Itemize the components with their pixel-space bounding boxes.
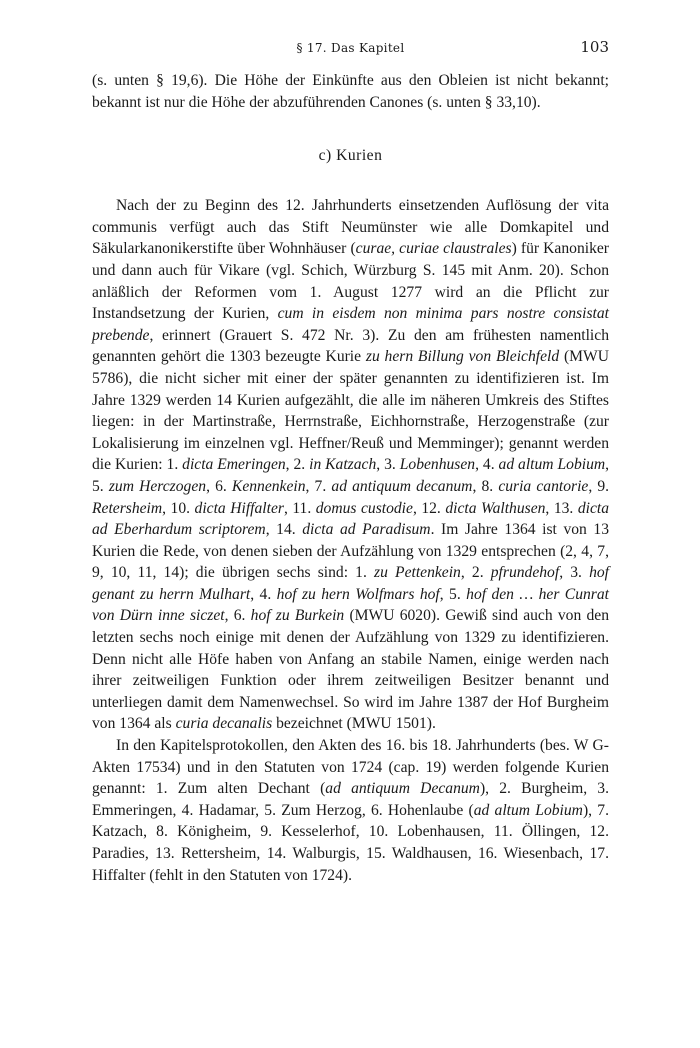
text-run: , 4. bbox=[475, 456, 499, 474]
text-run: bezeichnet (MWU 1501). bbox=[272, 715, 436, 733]
text-run: , 14. bbox=[265, 521, 303, 539]
latin-term: ad altum Lobium bbox=[473, 801, 583, 819]
latin-term: ad altum Lobium bbox=[498, 456, 606, 474]
text-run: , 6. bbox=[224, 607, 251, 625]
latin-term: dicta Hiffalter bbox=[194, 499, 284, 517]
running-title: § 17. Das Kapitel bbox=[296, 41, 405, 55]
text-run: , 11. bbox=[283, 499, 316, 517]
latin-term: cum in eisdem non minima pars nostre consistat prebende bbox=[92, 305, 609, 344]
latin-term: curia decanalis bbox=[175, 715, 273, 733]
text-run: , 2. bbox=[460, 564, 491, 582]
latin-term: hof zu Burkein bbox=[250, 607, 345, 625]
text-run: , 3. bbox=[559, 564, 590, 582]
latin-term: hof zu hern Wolfmars hof bbox=[276, 585, 440, 603]
running-header bbox=[92, 38, 609, 60]
latin-term: ad antiquum Decanum bbox=[325, 780, 480, 798]
latin-term: hof den … her Cunrat von Dürn inne siczet bbox=[92, 585, 609, 625]
latin-term: zu Pettenkein bbox=[374, 564, 461, 582]
text-run: , 12. bbox=[412, 499, 446, 517]
text-run: , 5. bbox=[92, 456, 610, 495]
paragraph-last bbox=[92, 735, 609, 886]
text-run: (MWU 5786), die nicht sicher mit einer der später genannten zu identifizieren ist. Im Jahre 1329 werden 14 Kurien aufgezählt, die alle im näheren Umkreis des Stiftes liegen: in der Martinstraße, Herrnstraße, Eichhornstraße, Herzogenstraße (zur Lokalisierung im einzelnen vgl. Heffner/Reuß und Memminger); genannt werden die Kurien: 1. bbox=[92, 348, 610, 474]
text-run: , 5. bbox=[439, 585, 467, 603]
text-run: , 7. bbox=[305, 477, 332, 495]
section-heading: c) Kurien bbox=[318, 147, 383, 165]
latin-term: dicta Walthusen bbox=[445, 499, 546, 517]
latin-term: Kennenkein bbox=[231, 477, 306, 495]
paragraph-intro: (s. unten § 19,6). Die Höhe der Einkünfte aus den Obleien ist nicht bekannt; bekannt ist nur die Höhe der abzuführenden Canones (s. unten § 33,10). bbox=[92, 72, 609, 111]
latin-term: ad antiquum decanum bbox=[331, 477, 473, 495]
text-run: , 6. bbox=[206, 477, 232, 495]
latin-term: dicta Emeringen bbox=[182, 456, 286, 474]
text-run: , 9. bbox=[588, 477, 610, 495]
text-run: , 3. bbox=[376, 456, 400, 474]
latin-term: domus custodie bbox=[315, 499, 413, 517]
text-run: (MWU 6020). Gewiß sind auch von den letzten sechs noch einige mit denen der Aufzählung von 1329 zu identifizieren. Denn nicht alle Höfe haben von Anfang an stabile Namen, einige werden nach ihrer zeitweiligen Funktion oder ihrem zeitweiligen Besitzer benannt und unterliegen damit dem Namenwechsel. So wird im Jahre 1387 der Hof Burgheim von 1364 als bbox=[92, 607, 609, 733]
latin-term: zum Herczogen bbox=[108, 477, 207, 495]
text-run: , 8. bbox=[472, 477, 499, 495]
text-run: Nach der zu Beginn des 12. Jahrhunderts einsetzenden Auflösung der vita communis verfügt auch das Stift Neumünster wie alle Domkapitel und Säkularkanonikerstifte über Wohnhäuser ( bbox=[92, 197, 609, 258]
latin-term: Retersheim bbox=[92, 499, 163, 517]
latin-term: in Katzach bbox=[309, 456, 377, 474]
latin-term: curia cantorie bbox=[498, 477, 589, 495]
page-number: 103 bbox=[580, 38, 609, 56]
text-run: , 2. bbox=[285, 456, 310, 474]
latin-term: dicta ad Paradisum bbox=[302, 521, 431, 539]
text-run: ) für Kanoniker und dann auch für Vikare (vgl. Schich, Würzburg S. 145 mit Anm. 20). Schon anläßlich der Reformen vom 1. August 1277 wird an die Pflicht zur Instandsetzung der Kurien, bbox=[92, 240, 609, 323]
latin-term: zu hern Billung von Bleichfeld bbox=[365, 348, 560, 366]
latin-term: curae, curiae claustrales bbox=[355, 240, 512, 258]
latin-term: pfrundehof bbox=[490, 564, 560, 582]
text-run: ), 7. Katzach, 8. Königheim, 9. Kesselerhof, 10. Lobenhausen, 11. Öllingen, 12. Paradies, 13. Rettersheim, 14. Walburgis, 15. Waldhausen, 16. Wiesenbach, 17. Hiffalter (fehlt in den Statuten von 1724). bbox=[92, 801, 609, 884]
text-run: , 4. bbox=[250, 585, 277, 603]
text-run: , 10. bbox=[162, 499, 195, 517]
text-run: , erinnert (Grauert S. 472 Nr. 3). Zu den am frühesten namentlich genannten gehört die 1303 bezeugte Kurie bbox=[92, 326, 609, 366]
latin-term: hof genant zu herrn Mulhart bbox=[92, 564, 610, 603]
book-page bbox=[92, 38, 609, 886]
latin-term: dicta ad Eberhardum scriptorem bbox=[92, 499, 609, 539]
text-run: . Im Jahre 1364 ist von 13 Kurien die Rede, von denen sieben der Aufzählung von 1329 entsprechen (2, 4, 7, 9, 10, 11, 14); die übrigen sechs sind: 1. bbox=[92, 521, 610, 582]
latin-term: Lobenhusen bbox=[399, 456, 476, 474]
paragraph-main bbox=[92, 195, 609, 735]
text-run: ), 2. Burgheim, 3. Emmeringen, 4. Hadamar, 5. Zum Herzog, 6. Hohenlaube ( bbox=[92, 780, 609, 819]
text-run: , 13. bbox=[545, 499, 578, 517]
text-run: In den Kapitelsprotokollen, den Akten des 16. bis 18. Jahrhunderts (bes. W G-Akten 17534) und in den Statuten von 1724 (cap. 19) werden folgende Kurien genannt: 1. Zum alten Dechant ( bbox=[92, 737, 609, 798]
